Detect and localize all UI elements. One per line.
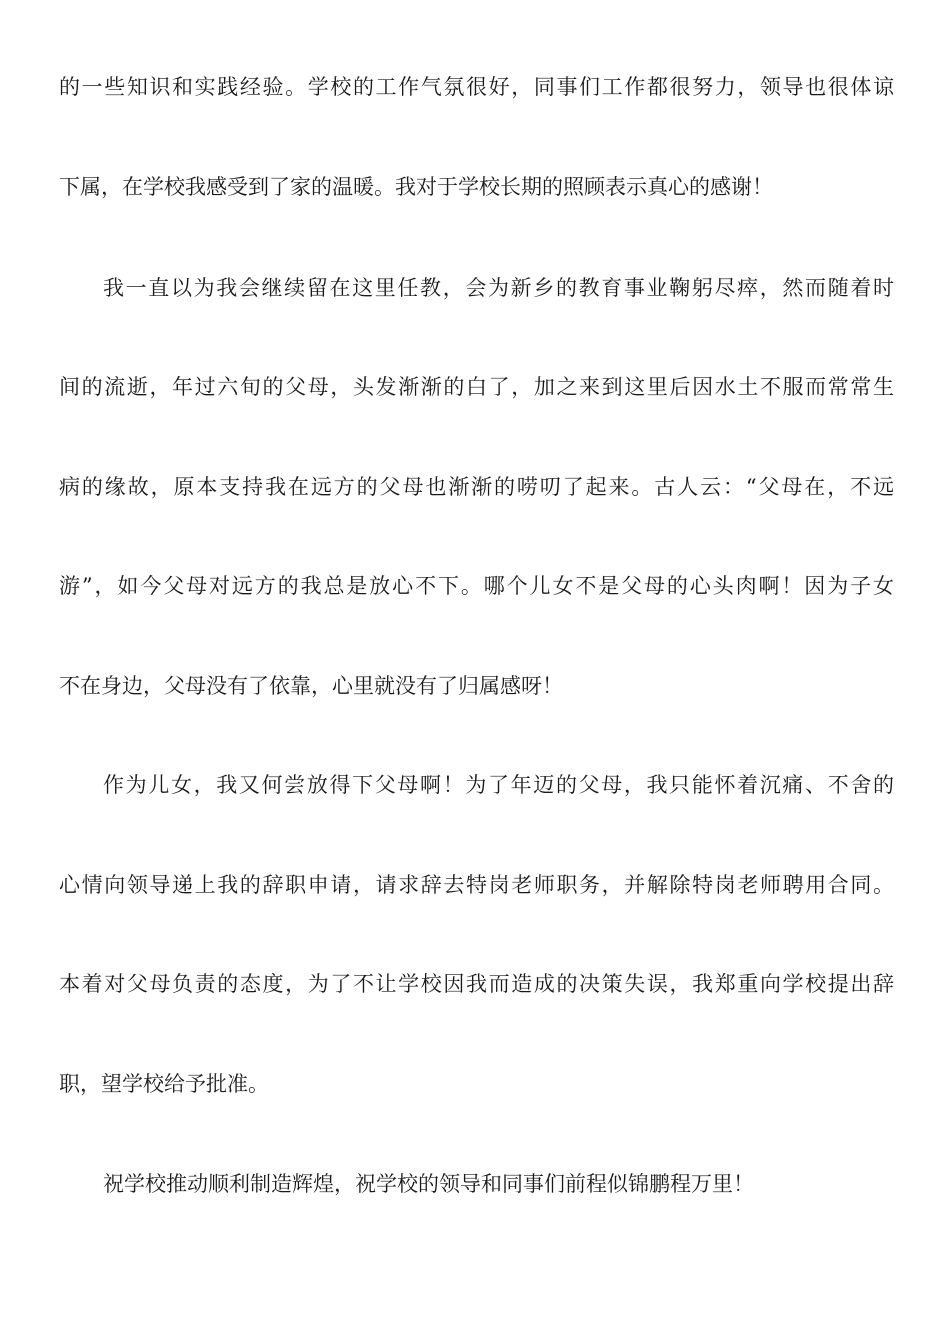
text-line: 心情向领导递上我的辞职申请，请求辞去特岗老师职务，并解除特岗老师聘用合同。	[59, 873, 894, 897]
paragraph-first-line: 祝学校推动顺利制造辉煌，祝学校的领导和同事们前程似锦鹏程万里！	[103, 1172, 754, 1196]
text-line: 不在身边，父母没有了依靠，心里就没有了归属感呀！	[59, 674, 563, 698]
text-line: 下属，在学校我感受到了家的温暖。我对于学校长期的照顾表示真心的感谢！	[59, 175, 773, 199]
text-line: 游”，如今父母对远方的我总是放心不下。哪个儿女不是父母的心头肉啊！因为子女	[59, 574, 894, 598]
text-line: 病的缘故，原本支持我在远方的父母也渐渐的唠叨了起来。古人云：“父母在，不远	[59, 475, 894, 499]
paragraph-first-line: 我一直以为我会继续留在这里任教，会为新乡的教育事业鞠躬尽瘁，然而随着时	[103, 276, 894, 300]
text-line: 间的流逝，年过六旬的父母，头发渐渐的白了，加之来到这里后因水土不服而常常生	[59, 375, 894, 399]
text-line: 职，望学校给予批准。	[59, 1072, 269, 1096]
paragraph-first-line: 作为儿女，我又何尝放得下父母啊！为了年迈的父母，我只能怀着沉痛、不舍的	[103, 773, 894, 797]
text-line: 本着对父母负责的态度，为了不让学校因我而造成的决策失误，我郑重向学校提出辞	[59, 972, 894, 996]
text-line: 的一些知识和实践经验。学校的工作气氛很好，同事们工作都很努力，领导也很体谅	[59, 75, 894, 99]
